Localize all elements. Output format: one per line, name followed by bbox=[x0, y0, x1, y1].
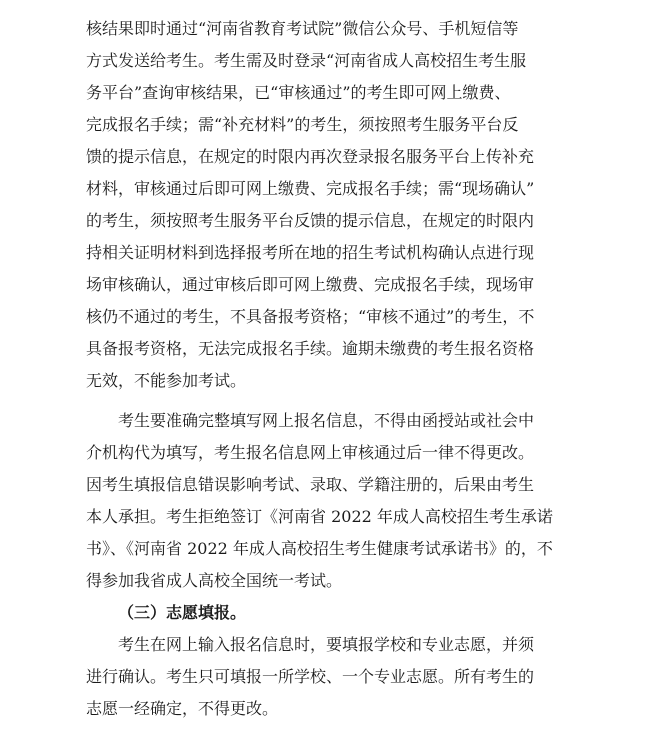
paragraph-line: 书》、《河南省 2022 年成人高校招生考生健康考试承诺书》的，不 bbox=[86, 539, 553, 558]
paragraph-line: 得参加我省成人高校全国统一考试。 bbox=[86, 571, 343, 590]
paragraph-line: 具备报考资格，无法完成报名手续。逾期未缴费的考生报名资格 bbox=[86, 339, 535, 358]
paragraph-line: 务平台”查询审核结果，已“审核通过”的考生即可网上缴费、 bbox=[86, 83, 511, 102]
paragraph-line: 介机构代为填写，考生报名信息网上审核通过后一律不得更改。 bbox=[86, 443, 535, 462]
paragraph-line: 本人承担。考生拒绝签订《河南省 2022 年成人高校招生考生承诺 bbox=[86, 507, 553, 526]
paragraph-line: 材料，审核通过后即可网上缴费、完成报名手续；需“现场确认” bbox=[86, 179, 535, 198]
paragraph-line: 的考生，须按照考生服务平台反馈的提示信息，在规定的时限内 bbox=[86, 211, 535, 230]
paragraph-line: 考生在网上输入报名信息时，要填报学校和专业志愿，并须 bbox=[118, 635, 535, 654]
paragraph-line: 核结果即时通过“河南省教育考试院”微信公众号、手机短信等 bbox=[86, 19, 519, 38]
paragraph-line: 馈的提示信息，在规定的时限内再次登录报名服务平台上传补充 bbox=[86, 147, 535, 166]
section-heading: （三）志愿填报。 bbox=[118, 603, 247, 622]
paragraph-line: 考生要准确完整填写网上报名信息，不得由函授站或社会中 bbox=[118, 411, 535, 430]
paragraph-line: 进行确认。考生只可填报一所学校、一个专业志愿。所有考生的 bbox=[86, 667, 535, 686]
paragraph-line: 志愿一经确定，不得更改。 bbox=[86, 699, 279, 718]
paragraph-line: 完成报名手续；需“补充材料”的考生，须按照考生服务平台反 bbox=[86, 115, 519, 134]
paragraph-line: 场审核确认，通过审核后即可网上缴费、完成报名手续，现场审 bbox=[86, 275, 535, 294]
paragraph-line: 因考生填报信息错误影响考试、录取、学籍注册的，后果由考生 bbox=[86, 475, 535, 494]
paragraph-line: 无效，不能参加考试。 bbox=[86, 371, 247, 390]
paragraph-line: 方式发送给考生。考生需及时登录“河南省成人高校招生考生服 bbox=[86, 51, 527, 70]
paragraph-line: 持相关证明材料到选择报考所在地的招生考试机构确认点进行现 bbox=[86, 243, 535, 262]
paragraph-line: 核仍不通过的考生，不具备报考资格；“审核不通过”的考生，不 bbox=[86, 307, 535, 326]
